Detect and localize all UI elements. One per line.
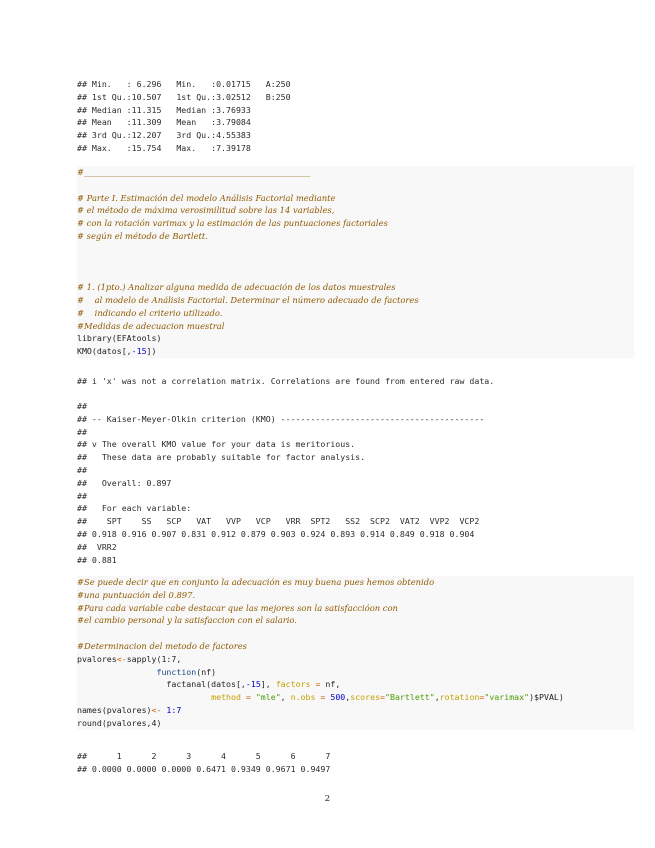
code-chunk-kmo xyxy=(77,166,634,358)
separator-comment: #______________________________________________________ xyxy=(77,167,311,177)
summary-line: ## Mean :11.309 Mean :3.79084 xyxy=(77,117,251,128)
function-line: function(nf) xyxy=(156,666,217,677)
kmo-output xyxy=(77,400,634,566)
factanal-line: factanal(datos[,-15], factors = nf, xyxy=(166,679,341,690)
output-line: ## -- Kaiser-Meyer-Olkin criterion (KMO) ----------------------------------------- xyxy=(77,413,485,424)
comment-line: # 1. (1pto.) Analizar alguna medida de adecuación de los datos muestrales xyxy=(77,282,396,293)
output-line: ## VRR2 xyxy=(77,541,117,552)
output-line: ## For each variable: xyxy=(77,503,192,514)
comment-line: #el cambio personal y la satisfaccion con el salario. xyxy=(77,615,297,626)
page-number: 2 xyxy=(324,794,331,804)
output-line: ## These data are probably suitable for factor analysis. xyxy=(77,452,366,463)
comment-line: #Se puede decir que en conjunto la adecuación es muy buena pues hemos obtenido xyxy=(77,577,435,587)
output-line: ## 0.881 xyxy=(77,554,117,565)
summary-line: ## 3rd Qu.:12.207 3rd Qu.:4.55383 xyxy=(77,130,251,141)
output-line: ## xyxy=(77,490,87,501)
sapply-line: pvalores<-sapply(1:7, xyxy=(77,653,182,664)
comment-line: # según el método de Bartlett. xyxy=(77,230,208,241)
output-line: ## xyxy=(77,401,87,411)
comment-line: #una puntuación del 0.897. xyxy=(77,589,196,600)
output-line: ## 0.918 0.916 0.907 0.831 0.912 0.879 0.903 0.924 0.893 0.914 0.849 0.918 0.904 xyxy=(77,528,475,539)
summary-line: ## Min. : 6.296 Min. :0.01715 A:250 xyxy=(77,79,291,89)
comment-line: # el método de máxima verosimilitud sobre las 14 variables, xyxy=(77,205,335,216)
comment-line: # Parte I. Estimación del modelo Análisis Factorial mediante xyxy=(77,192,336,203)
comment-line: # al modelo de Análisis Factorial. Determinar el número adecuado de factores xyxy=(77,294,419,305)
output-line: ## Overall: 0.897 xyxy=(77,477,172,488)
comment-line: #Determinacion del metodo de factores xyxy=(77,640,247,651)
round-line: round(pvalores,4) xyxy=(77,717,162,728)
library-line: library(EFAtools) xyxy=(77,333,162,344)
factanal-args-line: method = "mle", n.obs = 500,scores="Bartlett",rotation="varimax")$PVAL) xyxy=(211,692,564,703)
comment-line: # con la rotación varimax y la estimación de las puntuaciones factoriales xyxy=(77,218,388,229)
output-line: ## v The overall KMO value for your data is meritorious. xyxy=(77,439,356,450)
code-chunk-factanal xyxy=(77,576,634,730)
output-line: ## 1 2 3 4 5 6 7 xyxy=(77,751,331,761)
comment-line: #Para cada variable cabe destacar que las mejores son la satisfaccióon con xyxy=(77,602,398,613)
summary-line: ## Max. :15.754 Max. :7.39178 xyxy=(77,142,251,153)
summary-line: ## Median :11.315 Median :3.76933 xyxy=(77,104,251,115)
output-line: ## 0.0000 0.0000 0.0000 0.6471 0.9349 0.9671 0.9497 xyxy=(77,763,331,774)
comment-line: #Medidas de adecuacion muestral xyxy=(77,320,225,331)
summary-output xyxy=(77,78,634,155)
comment-line: # indicando el criterio utilizado. xyxy=(77,307,223,318)
output-line: ## xyxy=(77,464,87,475)
kmo-call: KMO(datos[,-15]) xyxy=(77,346,157,357)
output-line: ## SPT SS SCP VAT VVP VCP VRR SPT2 SS2 SCP2 VAT2 VVP2 VCP2 xyxy=(77,516,480,527)
kmo-warning: ## i 'x' was not a correlation matrix. Correlations are found from entered raw data. xyxy=(77,376,495,386)
names-line: names(pvalores)<- 1:7 xyxy=(77,704,182,715)
output-line: ## xyxy=(77,426,87,437)
summary-line: ## 1st Qu.:10.507 1st Qu.:3.02512 B:250 xyxy=(77,91,291,102)
pvalues-output xyxy=(77,750,634,776)
